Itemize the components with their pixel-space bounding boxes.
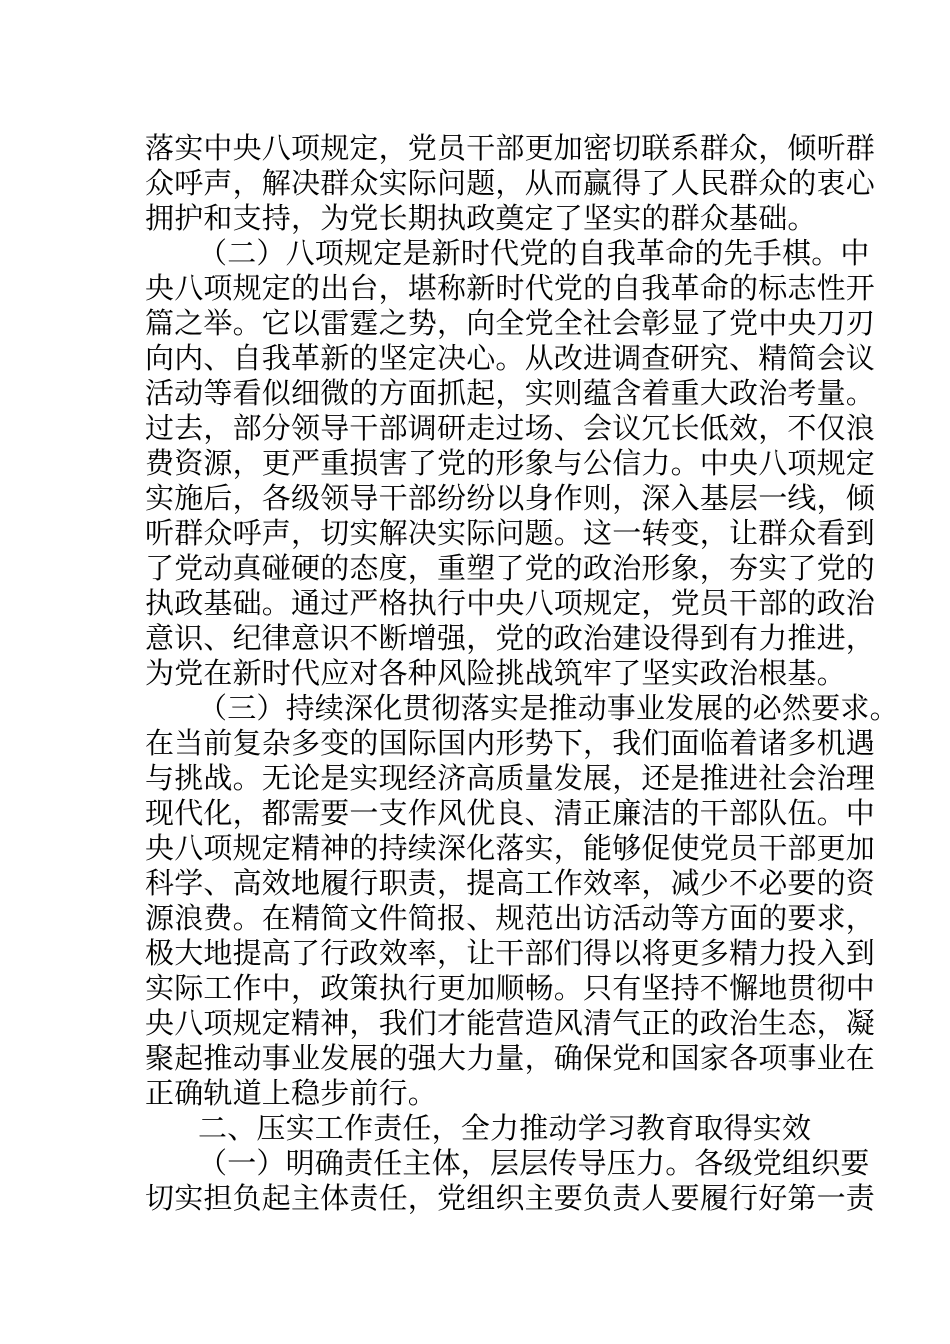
- text-line: 科学、高效地履行职责，提高工作效率，减少不必要的资: [145, 866, 876, 900]
- text-line: 聚起推动事业发展的强大力量，确保党和国家各项事业在: [145, 1041, 876, 1075]
- text-line: 费资源，更严重损害了党的形象与公信力。中央八项规定: [145, 446, 876, 480]
- text-line: 与挑战。无论是实现经济高质量发展，还是推进社会治理: [145, 761, 876, 795]
- text-line: 执政基础。通过严格执行中央八项规定，党员干部的政治: [145, 586, 876, 620]
- text-line: 过去，部分领导干部调研走过场、会议冗长低效，不仅浪: [145, 411, 876, 445]
- text-line: 拥护和支持，为党长期执政奠定了坚实的群众基础。: [145, 201, 817, 235]
- text-line: 篇之举。它以雷霆之势，向全党全社会彰显了党中央刀刃: [145, 306, 876, 340]
- text-line: 央八项规定的出台，堪称新时代党的自我革命的标志性开: [145, 271, 876, 305]
- paragraph-start-line: （三）持续深化贯彻落实是推动事业发展的必然要求。: [198, 691, 899, 725]
- text-line: 落实中央八项规定，党员干部更加密切联系群众，倾听群: [145, 131, 876, 165]
- text-line: 实际工作中，政策执行更加顺畅。只有坚持不懈地贯彻中: [145, 971, 876, 1005]
- text-line: 现代化，都需要一支作风优良、清正廉洁的干部队伍。中: [145, 796, 876, 830]
- text-line: 听群众呼声，切实解决实际问题。这一转变，让群众看到: [145, 516, 876, 550]
- text-line: 了党动真碰硬的态度，重塑了党的政治形象，夯实了党的: [145, 551, 876, 585]
- text-line: 源浪费。在精简文件简报、规范出访活动等方面的要求，: [145, 901, 876, 935]
- text-line: 正确轨道上稳步前行。: [145, 1076, 438, 1110]
- text-line: 极大地提高了行政效率，让干部们得以将更多精力投入到: [145, 936, 876, 970]
- text-line: 央八项规定精神的持续深化落实，能够促使党员干部更加: [145, 831, 876, 865]
- text-line: 在当前复杂多变的国际国内形势下，我们面临着诸多机遇: [145, 726, 876, 760]
- text-line: 众呼声，解决群众实际问题，从而赢得了人民群众的衷心: [145, 166, 876, 200]
- paragraph-start-line: （一）明确责任主体，层层传导压力。各级党组织要: [198, 1146, 870, 1180]
- text-line: 央八项规定精神，我们才能营造风清气正的政治生态，凝: [145, 1006, 876, 1040]
- text-line: 向内、自我革新的坚定决心。从改进调查研究、精简会议: [145, 341, 876, 375]
- section-heading: 二、压实工作责任，全力推动学习教育取得实效: [198, 1111, 812, 1145]
- text-line: 实施后，各级领导干部纷纷以身作则，深入基层一线，倾: [145, 481, 876, 515]
- text-line: 意识、纪律意识不断增强，党的政治建设得到有力推进，: [145, 621, 876, 655]
- text-line: 切实担负起主体责任，党组织主要负责人要履行好第一责: [145, 1181, 876, 1215]
- paragraph-start-line: （二）八项规定是新时代党的自我革命的先手棋。中: [198, 236, 870, 270]
- text-line: 活动等看似细微的方面抓起，实则蕴含着重大政治考量。: [145, 376, 876, 410]
- text-line: 为党在新时代应对各种风险挑战筑牢了坚实政治根基。: [145, 656, 846, 690]
